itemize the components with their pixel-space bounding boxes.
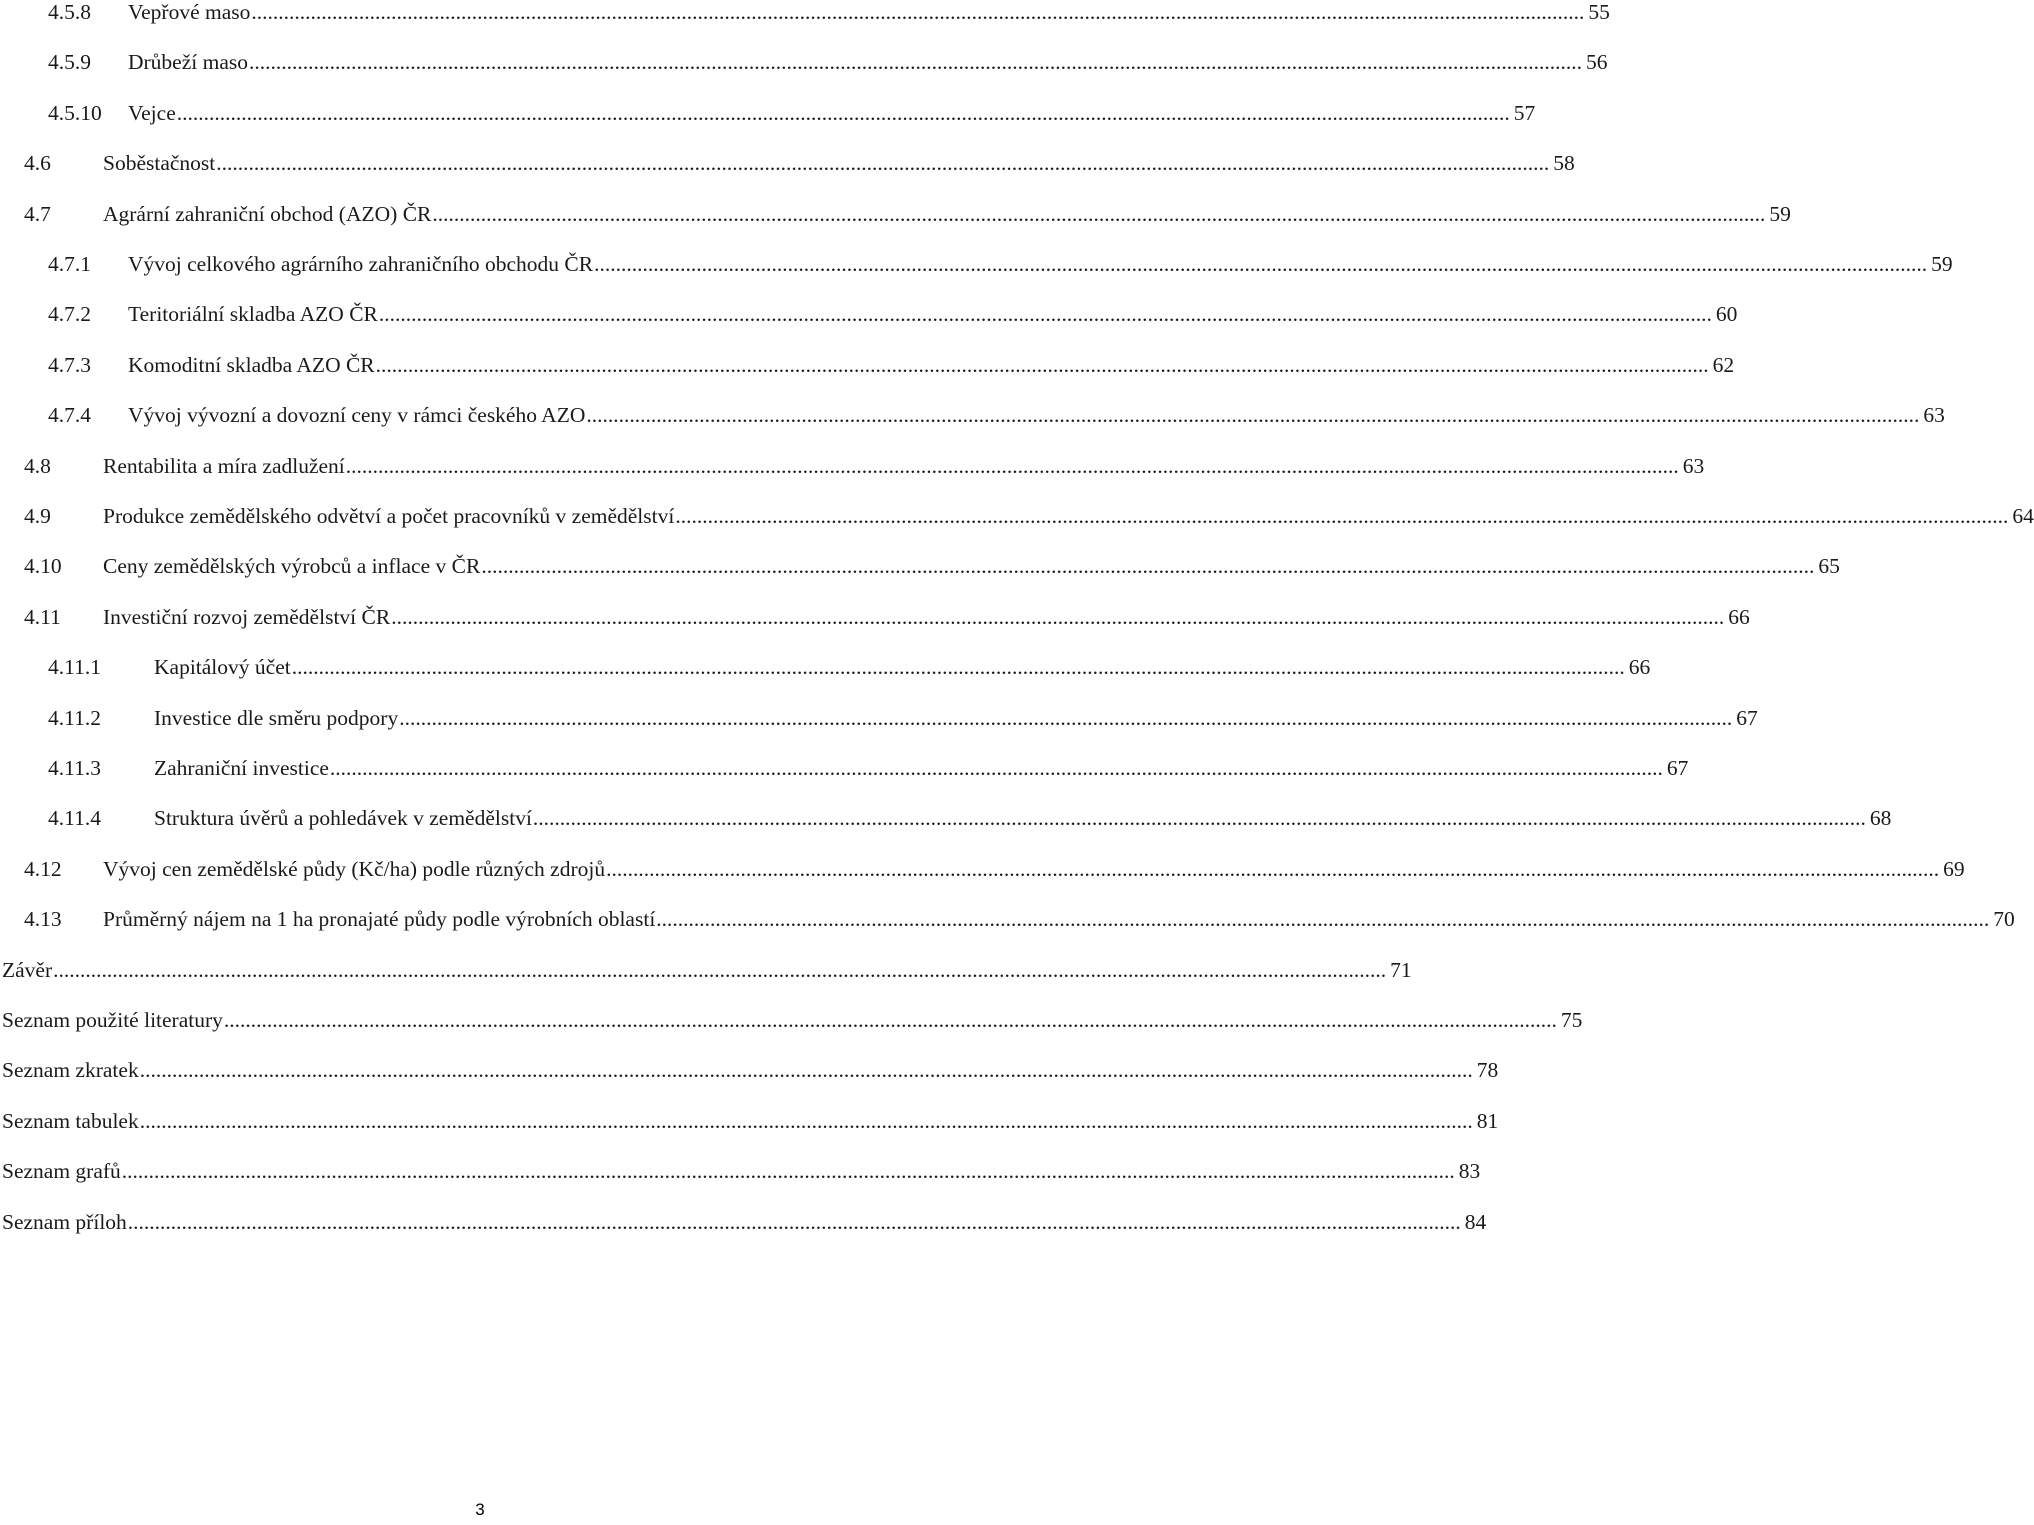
toc-dot-leader [533,801,1866,835]
toc-entry-page: 55 [1588,0,1610,24]
page-number: 3 [475,1500,485,1519]
toc-dot-leader [216,146,1549,180]
toc-entry-number: 4.7.2 [48,302,91,327]
toc-entry[interactable] [0,751,1689,785]
toc-entry-page: 57 [1513,100,1536,125]
toc-entry-page: 67 [1666,756,1689,780]
toc-entry[interactable] [0,600,1750,634]
toc-entry-page: 65 [1818,554,1840,579]
toc-entry-title: Závěr [2,957,53,982]
toc-dot-leader [391,600,1724,634]
toc-entry-title: Komoditní skladba AZO ČR [128,352,375,377]
toc-entry-title: Produkce zemědělského odvětví a počet pracovníků v zemědělství [103,504,675,528]
toc-entry-title: Vejce [128,100,176,125]
toc-entry-number: 4.11.2 [48,705,101,730]
toc-entry-page: 59 [1769,201,1791,226]
toc-entry-title: Soběstačnost [103,151,216,176]
toc-entry-page: 67 [1736,705,1758,730]
toc-entry-title: Drůbeží maso [128,50,249,75]
toc-dot-leader [177,96,1510,130]
toc-entry-title: Struktura úvěrů a pohledávek v zemědělství [154,806,532,831]
toc-entry-number: 4.11.4 [48,806,101,831]
toc-dot-leader [53,953,1386,987]
toc-entry-title: Seznam zkratek [2,1058,139,1083]
toc-entry-page: 56 [1586,50,1608,75]
toc-entry-page: 66 [1728,604,1750,629]
toc-entry-title: Seznam tabulek [2,1108,139,1133]
toc-entry[interactable] [0,247,1953,281]
toc-entry[interactable] [0,650,1651,684]
toc-entry-page: 66 [1628,655,1651,680]
toc-entry-number: 4.7.3 [48,352,91,377]
toc-dot-leader [379,297,1712,331]
toc-entry[interactable] [0,701,1758,735]
toc-entry-page: 68 [1869,806,1892,831]
toc-entry-title: Vepřové maso [128,0,251,24]
toc-entry-title: Seznam použité literatury [2,1008,223,1032]
toc-entry[interactable] [0,549,1840,583]
toc-dot-leader [346,449,1679,483]
toc-entry-page: 59 [1931,252,1953,276]
toc-dot-leader [656,902,1989,936]
toc-entry-title: Ceny zemědělských výrobců a inflace v ČR [103,554,481,579]
toc-entry-page: 83 [1458,1159,1481,1184]
toc-entry[interactable] [0,96,1536,130]
toc-entry-page: 75 [1560,1008,1583,1032]
toc-entry-page: 78 [1476,1058,1499,1083]
toc-entry-title: Vývoj celkového agrárního zahraničního obchodu ČR [128,252,594,276]
toc-entry-page: 63 [1923,403,1945,428]
toc-dot-leader [140,1053,1473,1087]
toc-entry[interactable] [0,1154,1481,1188]
toc-entry[interactable] [0,0,1610,29]
toc-entry-number: 4.8 [24,453,51,478]
toc-entry-number: 4.7.4 [48,403,91,428]
toc-dot-leader [675,499,2008,533]
toc-entry-number: 4.12 [24,856,62,881]
toc-dot-leader [140,1104,1473,1138]
toc-dot-leader [122,1154,1455,1188]
toc-entry[interactable] [0,1104,1499,1138]
toc-entry[interactable] [0,852,1965,886]
toc-entry-page: 71 [1390,957,1412,982]
toc-entry-number: 4.10 [24,554,62,579]
toc-entry[interactable] [0,197,1791,231]
toc-dot-leader [399,701,1732,735]
toc-dot-leader [432,197,1765,231]
toc-entry[interactable] [0,801,1892,835]
toc-dot-leader [594,247,1927,281]
toc-entry[interactable] [0,902,2015,936]
toc-entry-title: Investice dle směru podpory [154,705,399,730]
toc-entry[interactable] [0,1003,1583,1037]
toc-entry-number: 4.11.1 [48,655,101,680]
toc-entry[interactable] [0,1053,1499,1087]
toc-entry-title: Rentabilita a míra zadlužení [103,453,345,478]
toc-entry-page: 70 [1993,907,2015,932]
toc-entry-number: 4.11.3 [48,756,101,780]
toc-entry-number: 4.13 [24,907,62,932]
toc-entry-title: Agrární zahraniční obchod (AZO) ČR [103,201,432,226]
toc-entry-page: 62 [1712,352,1735,377]
toc-entry-number: 4.6 [24,151,51,176]
toc-entry[interactable] [0,297,1738,331]
toc-entry-number: 4.5.9 [48,50,91,75]
toc-entry-page: 63 [1682,453,1705,478]
toc-entry[interactable] [0,953,1412,987]
toc-entry-title: Seznam grafů [2,1159,121,1184]
toc-entry-number: 4.5.8 [48,0,91,24]
toc-entry-number: 4.11 [24,604,61,629]
toc-entry-number: 4.7.1 [48,252,91,276]
toc-dot-leader [376,348,1709,382]
toc-entry-title: Vývoj vývozní a dovozní ceny v rámci českého AZO [128,403,586,428]
toc-entry-title: Průměrný nájem na 1 ha pronajaté půdy podle výrobních oblastí [103,907,656,932]
toc-dot-leader [481,549,1814,583]
toc-entry[interactable] [0,499,2034,533]
toc-entry-title: Vývoj cen zemědělské půdy (Kč/ha) podle různých zdrojů [103,856,606,881]
toc-dot-leader [606,852,1939,886]
toc-dot-leader [292,650,1625,684]
toc-entry-page: 60 [1715,302,1738,327]
toc-entry-title: Teritoriální skladba AZO ČR [128,302,378,327]
toc-dot-leader [251,0,1584,29]
toc-entry-title: Seznam příloh [2,1209,127,1234]
toc-entry[interactable] [0,449,1705,483]
toc-dot-leader [330,751,1663,785]
toc-entry-number: 4.5.10 [48,100,102,125]
toc-dot-leader [586,398,1919,432]
toc-entry[interactable] [0,398,1945,432]
toc-dot-leader [249,45,1582,79]
toc-entry-number: 4.7 [24,201,51,226]
toc-entry-page: 69 [1943,856,1965,881]
toc-entry[interactable] [0,146,1575,180]
toc-entry-page: 58 [1553,151,1575,176]
toc-dot-leader [224,1003,1557,1037]
toc-dot-leader [128,1205,1461,1239]
toc-entry[interactable] [0,45,1608,79]
toc-entry[interactable] [0,1205,1487,1239]
toc-entry-page: 81 [1476,1108,1499,1133]
toc-entry[interactable] [0,348,1735,382]
toc-entry-title: Kapitálový účet [154,655,291,680]
toc-entry-number: 4.9 [24,504,51,528]
toc-entry-page: 84 [1464,1209,1487,1234]
toc-entry-title: Investiční rozvoj zemědělství ČR [103,604,391,629]
toc-entry-page: 64 [2012,504,2034,528]
toc-entry-title: Zahraniční investice [154,756,329,780]
